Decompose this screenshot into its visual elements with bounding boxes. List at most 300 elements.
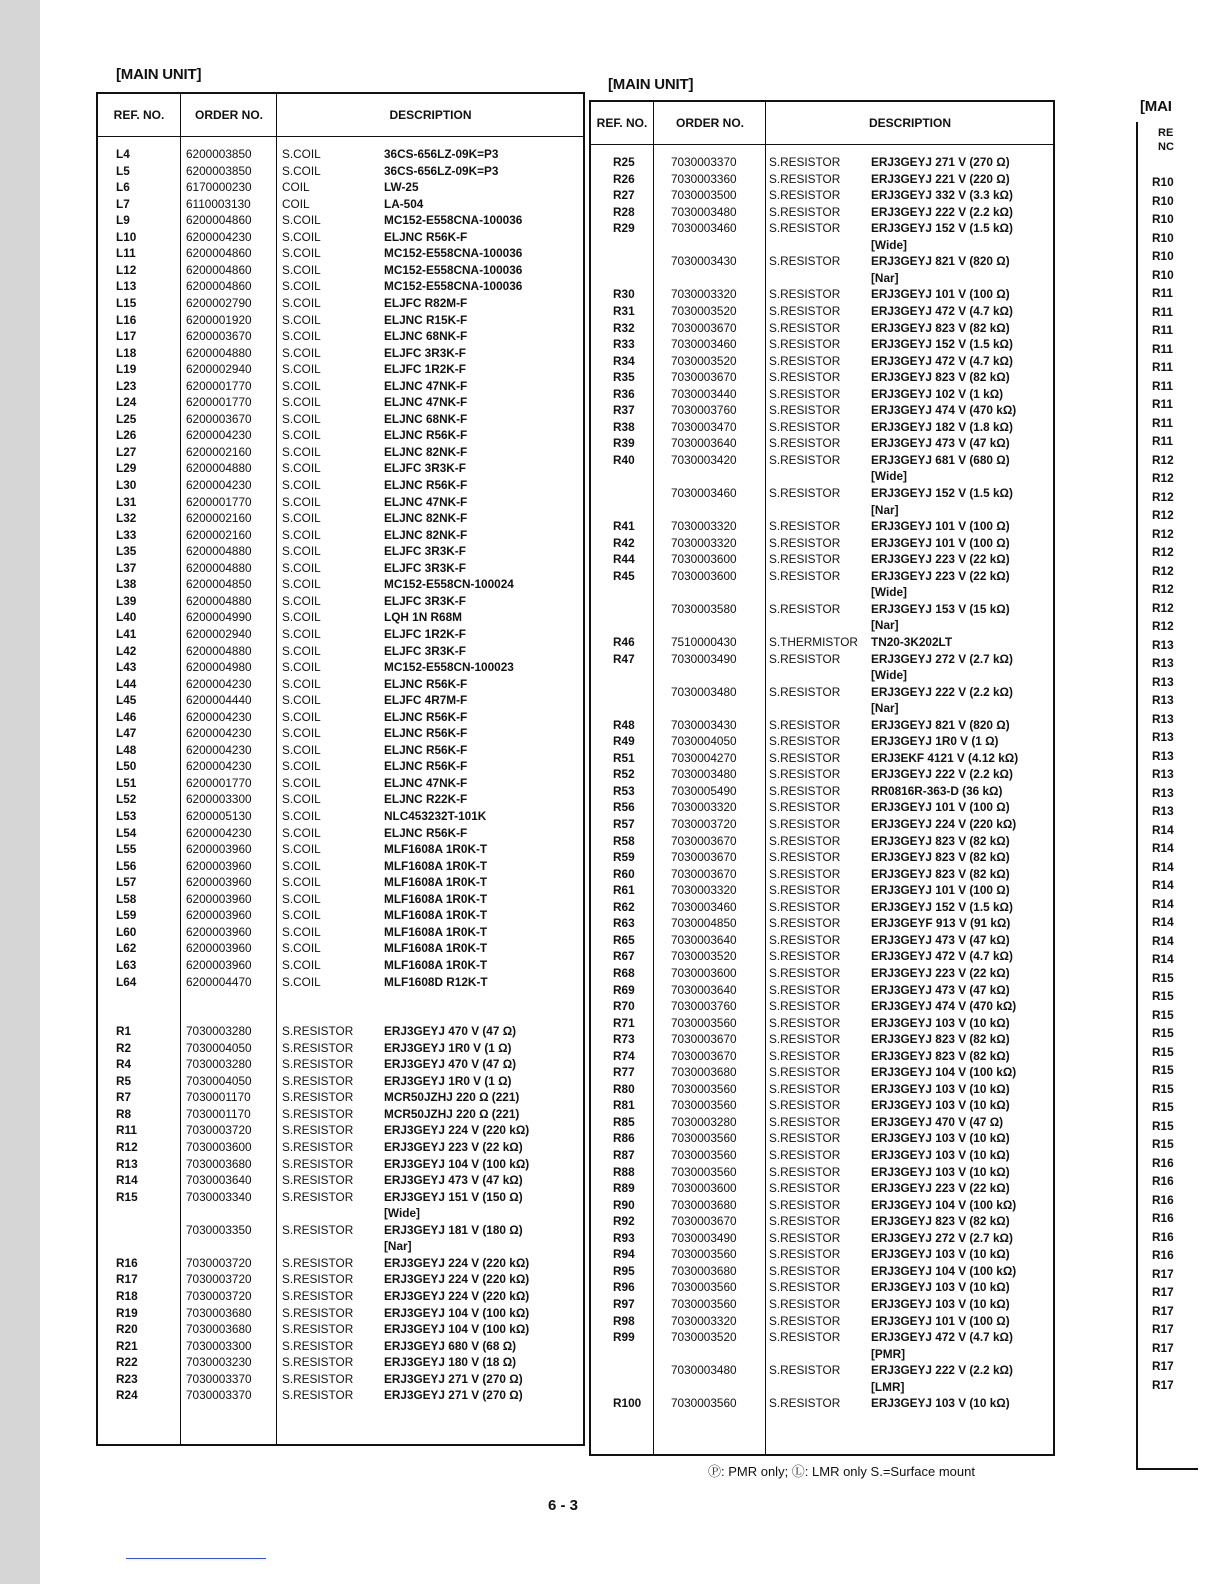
partial-row: [1138, 1303, 1198, 1319]
partial-ref-no: R17: [1152, 1285, 1174, 1299]
ref-no: R1: [116, 1024, 132, 1039]
ref-no: R62: [613, 899, 635, 914]
partial-row: [1138, 988, 1198, 1004]
table-row: [591, 204, 1053, 220]
part-description: ERJ3GEYJ 224 V (220 kΩ): [384, 1255, 530, 1270]
order-no: 6200004860: [186, 213, 252, 228]
table-row: [98, 361, 583, 377]
order-no: 7030003560: [671, 1148, 737, 1162]
part-type: S.RESISTOR: [769, 386, 841, 401]
partial-row: [1138, 285, 1198, 301]
partial-ref-no: R14: [1152, 915, 1174, 929]
part-description: ERJ3GEYJ 821 V (820 Ω): [871, 254, 1010, 269]
part-description: ERJ3GEYJ 271 V (270 Ω): [871, 155, 1010, 169]
ref-no: R52: [613, 767, 635, 782]
partial-row: [1138, 970, 1198, 986]
partial-row: [1138, 1358, 1198, 1374]
table-row: [591, 915, 1053, 931]
table-row: [591, 833, 1053, 849]
part-description: ELJNC R56K-F: [384, 709, 468, 724]
part-type: S.COIL: [282, 362, 321, 377]
part-type: S.RESISTOR: [769, 916, 841, 931]
ref-no: R47: [613, 651, 635, 666]
left-header-order: ORDER NO.: [194, 108, 263, 122]
partial-ref-no: R13: [1152, 785, 1174, 800]
order-no: 7030003320: [671, 1313, 737, 1328]
part-type: S.RESISTOR: [282, 1140, 354, 1154]
table-row: [591, 187, 1053, 203]
part-type: S.RESISTOR: [769, 419, 841, 434]
order-no: 6200004860: [186, 246, 252, 261]
partial-row: [1138, 544, 1198, 560]
ref-no: R7: [116, 1090, 132, 1105]
part-description: LA-504: [384, 196, 424, 211]
ref-no: L31: [116, 494, 137, 509]
partial-header: RE NC: [1158, 127, 1174, 153]
table-row: [98, 1255, 583, 1271]
partial-ref-no: R16: [1152, 1248, 1174, 1262]
order-no: 7030003280: [671, 1114, 737, 1129]
order-no: 7030004050: [186, 1040, 252, 1055]
part-description: ERJ3GEYJ 104 V (100 kΩ): [871, 1197, 1017, 1212]
part-description: ERJ3GEYJ 180 V (18 Ω): [384, 1355, 517, 1370]
part-description: ERJ3GEYJ 821 V (820 Ω): [871, 717, 1010, 732]
ref-no: R33: [613, 337, 635, 352]
table-row: [591, 171, 1053, 187]
footer-legend: Ⓟ: PMR only; Ⓛ: LMR only S.=Surface mount: [708, 1464, 975, 1479]
order-no: 7030003670: [671, 833, 737, 848]
part-description: ERJ3GEYJ 104 V (100 kΩ): [871, 1263, 1017, 1278]
part-description: MC152-E558CN-100023: [384, 660, 514, 675]
table-row: [98, 229, 583, 245]
partial-row: [1138, 803, 1198, 819]
order-no: 7030003300: [186, 1338, 252, 1353]
order-no: 7030003600: [671, 965, 737, 980]
ref-no: R74: [613, 1048, 635, 1063]
part-type: S.RESISTOR: [769, 403, 841, 418]
part-type: S.RESISTOR: [769, 1247, 841, 1262]
part-type: S.RESISTOR: [769, 287, 841, 302]
part-description: MLF1608A 1R0K-T: [384, 875, 488, 890]
order-no: 7030003760: [671, 999, 737, 1014]
order-no: 6200004860: [186, 279, 252, 294]
part-type: S.RESISTOR: [769, 303, 841, 318]
partial-ref-no: R13: [1152, 674, 1174, 689]
table-row: [591, 468, 1053, 484]
order-no: 6200003850: [186, 147, 252, 161]
partial-parts-table: [1136, 122, 1198, 1470]
partial-row: [1138, 674, 1198, 690]
part-description: ERJ3GEYJ 1R0 V (1 Ω): [384, 1073, 512, 1088]
part-type: S.RESISTOR: [282, 1388, 354, 1403]
table-row: [98, 444, 583, 460]
table-row: [591, 1031, 1053, 1047]
partial-row: [1138, 1044, 1198, 1060]
partial-row: [1138, 396, 1198, 412]
part-type: S.RESISTOR: [769, 866, 841, 881]
table-row: [591, 1048, 1053, 1064]
table-row: [98, 1189, 583, 1205]
partial-ref-no: R17: [1152, 1359, 1174, 1373]
part-description: ERJ3GEYJ 101 V (100 Ω): [871, 535, 1010, 550]
ref-no: R48: [613, 717, 635, 732]
ref-no: R37: [613, 403, 635, 418]
order-no: 7030003720: [186, 1288, 252, 1303]
ref-no: R89: [613, 1181, 635, 1196]
part-description: ERJ3EKF 4121 V (4.12 kΩ): [871, 750, 1019, 765]
part-type: S.COIL: [282, 610, 321, 625]
part-description: ERJ3GEYJ 103 V (10 kΩ): [871, 1396, 1010, 1411]
part-description: ERJ3GEYJ 221 V (220 Ω): [871, 171, 1010, 186]
table-row: [98, 576, 583, 592]
part-type: S.RESISTOR: [769, 353, 841, 368]
table-row: [591, 717, 1053, 733]
ref-no: L25: [116, 411, 137, 426]
ref-no: L47: [116, 726, 137, 741]
right-parts-table: [589, 100, 1055, 1456]
order-no: 6200004850: [186, 577, 252, 592]
order-no: 7030003320: [671, 800, 737, 815]
part-type: S.COIL: [282, 643, 321, 658]
partial-ref-no: R14: [1152, 952, 1174, 966]
ref-no: R30: [613, 287, 635, 302]
part-description: ERJ3GEYJ 823 V (82 kΩ): [871, 866, 1010, 881]
ref-no: R42: [613, 535, 635, 550]
part-type: S.COIL: [282, 759, 321, 774]
ref-no: L63: [116, 957, 137, 972]
ref-no: L19: [116, 362, 137, 377]
part-type: S.RESISTOR: [769, 370, 841, 385]
table-row: [98, 775, 583, 791]
part-description: MC152-E558CNA-100036: [384, 262, 523, 277]
part-type: S.RESISTOR: [282, 1090, 354, 1105]
table-row: [98, 328, 583, 344]
part-description: ERJ3GEYJ 182 V (1.8 kΩ): [871, 419, 1013, 434]
partial-ref-no: R10: [1152, 267, 1174, 282]
part-type: S.RESISTOR: [282, 1073, 354, 1088]
part-description: ERJ3GEYJ 223 V (22 kΩ): [871, 965, 1010, 980]
order-no: 7030003680: [186, 1322, 252, 1337]
table-row: [98, 1073, 583, 1089]
part-description: ELJNC R15K-F: [384, 312, 468, 327]
table-row: [98, 808, 583, 824]
table-row: [98, 295, 583, 311]
ref-no: R21: [116, 1338, 138, 1353]
ref-no: R92: [613, 1214, 635, 1229]
order-no: 7030003320: [671, 535, 737, 550]
part-type: S.RESISTOR: [282, 1338, 354, 1353]
ref-no: R86: [613, 1131, 635, 1146]
part-type: S.COIL: [282, 378, 321, 393]
partial-row: [1138, 174, 1198, 190]
partial-ref-no: R17: [1152, 1340, 1174, 1355]
ref-no: R45: [613, 568, 635, 583]
ref-no: R12: [116, 1140, 138, 1154]
ref-no: R80: [613, 1081, 635, 1096]
part-type: S.RESISTOR: [769, 1015, 841, 1030]
table-row: [98, 676, 583, 692]
part-description: ELJFC 3R3K-F: [384, 643, 466, 658]
table-row: [98, 262, 583, 278]
order-no: 7030003520: [671, 1330, 737, 1345]
ref-no: L45: [116, 693, 137, 708]
part-description: ELJNC R56K-F: [384, 726, 468, 741]
part-type: S.COIL: [282, 262, 321, 277]
ref-no: R15: [116, 1189, 138, 1204]
order-no: 6200004230: [186, 676, 252, 691]
ref-no: L6: [116, 180, 130, 195]
part-type: S.RESISTOR: [769, 949, 841, 964]
order-no: 6200002940: [186, 362, 252, 377]
order-no: 6200003960: [186, 957, 252, 972]
part-description: ERJ3GEYJ 681 V (680 Ω): [871, 452, 1010, 467]
partial-ref-no: R15: [1152, 1081, 1174, 1096]
ref-no: R8: [116, 1106, 132, 1121]
ref-no: R34: [613, 353, 635, 368]
order-no: 7030003280: [186, 1057, 252, 1072]
order-no: 7030003350: [186, 1222, 252, 1237]
order-no: 6200001770: [186, 395, 252, 410]
table-row: [98, 1089, 583, 1105]
partial-row: [1138, 896, 1198, 912]
part-description: ERJ3GEYJ 470 V (47 Ω): [384, 1024, 517, 1039]
table-row: [98, 957, 583, 973]
left-header-ref: REF. NO.: [113, 108, 165, 122]
ref-no: L38: [116, 577, 137, 592]
part-description: RR0816R-363-D (36 kΩ): [871, 783, 1003, 798]
partial-row: [1138, 1377, 1198, 1393]
part-type: S.COIL: [282, 461, 321, 476]
part-description: ELJFC 3R3K-F: [384, 544, 466, 559]
part-description: ELJNC R56K-F: [384, 229, 468, 244]
ref-no: R61: [613, 883, 635, 898]
order-no: 7030003460: [671, 337, 737, 352]
part-type: S.COIL: [282, 908, 321, 923]
part-type: S.COIL: [282, 411, 321, 426]
order-no: 7030003430: [671, 717, 737, 732]
partial-row: [1138, 859, 1198, 875]
table-row: [98, 1338, 583, 1354]
ref-no: R14: [116, 1173, 138, 1188]
ref-no: L59: [116, 908, 137, 923]
partial-ref-no: R16: [1152, 1229, 1174, 1244]
ref-no: R60: [613, 866, 635, 881]
part-description: ELJNC 47NK-F: [384, 378, 468, 393]
partial-row: [1138, 785, 1198, 801]
partial-ref-no: R12: [1152, 526, 1174, 541]
table-row: [98, 1354, 583, 1370]
order-no: 7510000430: [671, 634, 737, 649]
order-no: 7030003600: [671, 1181, 737, 1196]
part-type: S.RESISTOR: [282, 1371, 354, 1386]
table-row: [98, 1156, 583, 1172]
partial-row: [1138, 433, 1198, 449]
ref-no: L9: [116, 213, 130, 228]
partial-ref-no: R15: [1152, 1063, 1174, 1077]
order-no: 7030003560: [671, 1396, 737, 1411]
table-row: [591, 849, 1053, 865]
partial-ref-no: R12: [1152, 489, 1174, 504]
part-description: ERJ3GEYJ 222 V (2.2 kΩ): [871, 684, 1013, 699]
table-row: [591, 386, 1053, 402]
table-row: [98, 1106, 583, 1122]
partial-ref-no: R13: [1152, 804, 1174, 818]
partial-row: [1138, 452, 1198, 468]
order-no: 7030003370: [186, 1388, 252, 1403]
part-description: MLF1608A 1R0K-T: [384, 941, 488, 956]
part-type: S.COIL: [282, 478, 321, 492]
part-description: ERJ3GEYJ 473 V (47 kΩ): [871, 932, 1010, 947]
ref-no: L58: [116, 891, 137, 906]
partial-row: [1138, 1321, 1198, 1337]
partial-ref-no: R17: [1152, 1377, 1174, 1392]
ref-no: L43: [116, 660, 137, 675]
part-description: ERJ3GEYJ 101 V (100 Ω): [871, 1313, 1010, 1328]
ref-no: R2: [116, 1040, 132, 1055]
part-type: S.RESISTOR: [282, 1057, 354, 1072]
variant-note: [Wide]: [871, 668, 907, 683]
part-description: ERJ3GEYJ 1R0 V (1 Ω): [871, 734, 999, 749]
part-description: ERJ3GEYJ 222 V (2.2 kΩ): [871, 767, 1013, 782]
table-row: [591, 1213, 1053, 1229]
part-description: ERJ3GEYJ 823 V (82 kΩ): [871, 833, 1010, 848]
ref-no: R25: [613, 155, 635, 169]
partial-ref-no: R15: [1152, 970, 1174, 985]
part-type: S.RESISTOR: [769, 982, 841, 997]
part-description: ELJNC R56K-F: [384, 478, 468, 492]
part-description: ELJNC 47NK-F: [384, 775, 468, 790]
part-type: S.RESISTOR: [769, 750, 841, 765]
ref-no: L10: [116, 229, 137, 244]
table-row: [591, 1064, 1053, 1080]
ref-no: R98: [613, 1313, 635, 1328]
part-type: S.RESISTOR: [769, 883, 841, 898]
left-header-description: DESCRIPTION: [389, 108, 472, 122]
partial-ref-no: R17: [1152, 1322, 1174, 1336]
partial-row: [1138, 1118, 1198, 1134]
table-row: [591, 286, 1053, 302]
partial-ref-no: R16: [1152, 1192, 1174, 1207]
order-no: 7030003670: [671, 370, 737, 385]
order-no: 6200001770: [186, 494, 252, 509]
left-section-title: [MAIN UNIT]: [116, 66, 202, 83]
part-type: S.RESISTOR: [282, 1106, 354, 1121]
part-description: ELJFC 3R3K-F: [384, 345, 466, 360]
table-row: [591, 237, 1053, 253]
ref-no: L5: [116, 163, 130, 178]
ref-no: R53: [613, 783, 635, 798]
ref-no: R40: [613, 452, 635, 467]
order-no: 6200001770: [186, 775, 252, 790]
order-no: 6200004990: [186, 610, 252, 625]
order-no: 6200004980: [186, 660, 252, 675]
part-description: TN20-3K202LT: [871, 634, 953, 649]
part-type: S.RESISTOR: [769, 833, 841, 848]
ref-no: R23: [116, 1371, 138, 1386]
order-no: 7030003440: [671, 386, 737, 401]
partial-ref-no: R10: [1152, 230, 1174, 245]
table-row: [98, 974, 583, 990]
ref-no: R65: [613, 932, 635, 947]
order-no: 7030003370: [186, 1371, 252, 1386]
order-no: 7030003720: [186, 1255, 252, 1270]
table-row: [98, 494, 583, 510]
ref-no: L23: [116, 378, 137, 393]
table-row: [591, 982, 1053, 998]
order-no: 7030003320: [671, 519, 737, 534]
part-type: S.RESISTOR: [769, 1263, 841, 1278]
table-row: [591, 1180, 1053, 1196]
table-row: [98, 394, 583, 410]
order-no: 7030003500: [671, 188, 737, 203]
table-row: [591, 1329, 1053, 1345]
order-no: 7030003670: [671, 1214, 737, 1229]
ref-no: L15: [116, 295, 137, 310]
ref-no: L17: [116, 329, 137, 344]
part-type: S.COIL: [282, 825, 321, 840]
ref-no: R28: [613, 204, 635, 219]
part-description: ERJ3GEYJ 102 V (1 kΩ): [871, 386, 1004, 401]
ref-no: L24: [116, 395, 137, 410]
partial-ref-no: R17: [1152, 1266, 1174, 1281]
partial-row: [1138, 1229, 1198, 1245]
ref-no: L29: [116, 461, 137, 476]
footer-link-rule: [126, 1558, 266, 1559]
partial-row: [1138, 1266, 1198, 1282]
part-description: ERJ3GEYJ 222 V (2.2 kΩ): [871, 1363, 1013, 1378]
part-description: ELJFC 3R3K-F: [384, 593, 466, 608]
table-row: [591, 303, 1053, 319]
table-row: [591, 551, 1053, 567]
partial-ref-no: R13: [1152, 656, 1174, 670]
ref-no: R77: [613, 1065, 635, 1080]
part-description: ELJNC 47NK-F: [384, 494, 468, 509]
order-no: 6110003130: [186, 196, 251, 211]
table-row: [591, 402, 1053, 418]
order-no: 7030003680: [671, 1197, 737, 1212]
order-no: 7030003560: [671, 1081, 737, 1096]
ref-no: R22: [116, 1355, 138, 1370]
ref-no: R96: [613, 1280, 635, 1295]
part-type: S.RESISTOR: [769, 486, 841, 500]
table-row: [591, 1164, 1053, 1180]
ref-no: R11: [116, 1123, 137, 1138]
table-row: [98, 1172, 583, 1188]
part-type: S.RESISTOR: [769, 320, 841, 335]
right-header-description: DESCRIPTION: [868, 116, 951, 130]
part-description: ERJ3GEYJ 152 V (1.5 kΩ): [871, 899, 1013, 914]
table-row: [591, 568, 1053, 584]
part-description: MC152-E558CNA-100036: [384, 246, 523, 261]
part-type: S.RESISTOR: [769, 1164, 841, 1179]
order-no: 7030003520: [671, 303, 737, 318]
part-type: S.RESISTOR: [769, 1098, 841, 1113]
ref-no: L51: [116, 775, 137, 790]
table-row: [591, 1362, 1053, 1378]
table-row: [591, 535, 1053, 551]
order-no: 7030003560: [671, 1296, 737, 1311]
part-description: ELJNC R22K-F: [384, 792, 468, 807]
partial-ref-no: R13: [1152, 693, 1174, 707]
partial-row: [1138, 1155, 1198, 1171]
table-row: [98, 196, 583, 212]
order-no: 7030003680: [671, 1065, 737, 1080]
table-row: [591, 882, 1053, 898]
partial-ref-no: R12: [1152, 563, 1174, 578]
partial-row: [1138, 470, 1198, 486]
part-description: ERJ3GEYJ 103 V (10 kΩ): [871, 1131, 1010, 1146]
order-no: 7030003680: [186, 1305, 252, 1320]
